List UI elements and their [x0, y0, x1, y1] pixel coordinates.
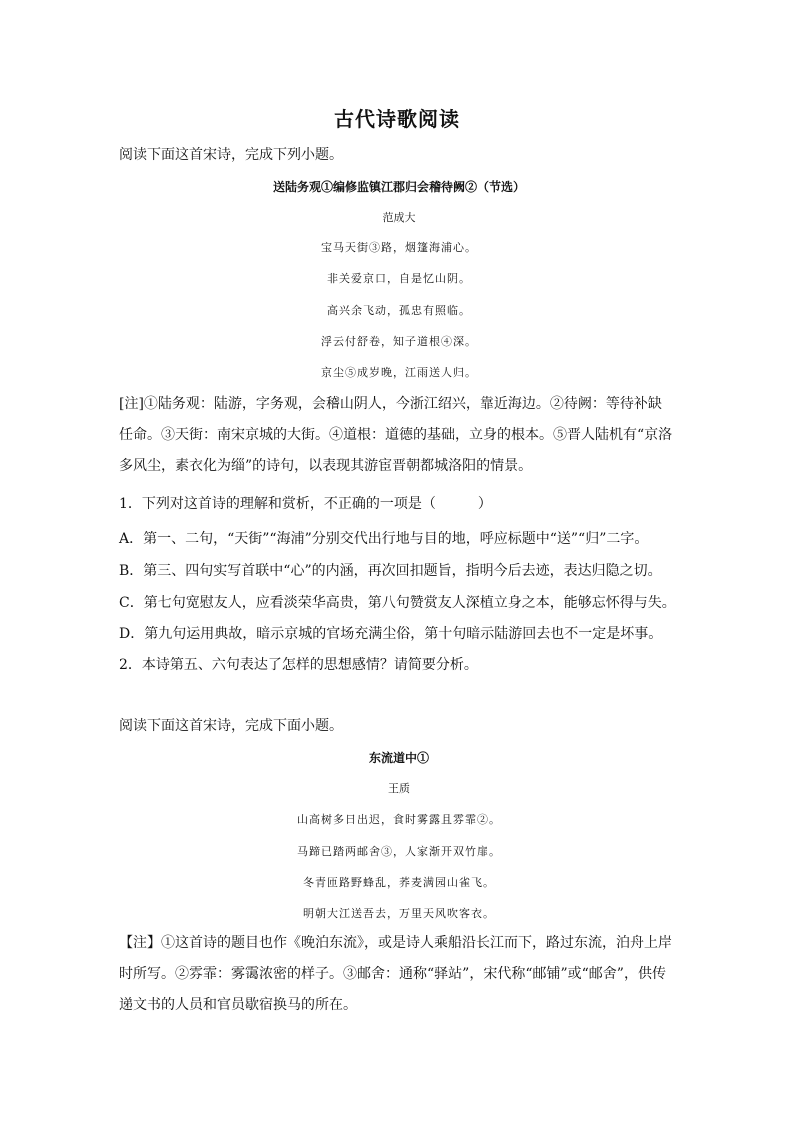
- note-line: [注]①陆务观：陆游，字务观，会稽山阴人，今浙江绍兴，靠近海边。②待阙：等待补缺: [119, 396, 662, 412]
- note-line: 【注】①这首诗的题目也作《晚泊东流》，或是诗人乘船沿长江而下，路过东流，泊舟上岸: [119, 935, 672, 951]
- note-line: 递文书的人员和官员歇宿换马的所在。: [119, 997, 357, 1013]
- poem1-line: 浮云付舒卷，知子道根④深。: [321, 335, 477, 348]
- poem1-title: 送陆务观①编修监镇江郡归会稽待阙②（节选）: [272, 180, 525, 194]
- poem1-line: 高兴余飞动，孤忠有照临。: [327, 304, 471, 317]
- note-line: 任命。③天街：南宋京城的大街。④道根：道德的基础，立身的根本。⑤晋人陆机有“京洛: [119, 427, 673, 443]
- page-title: 古代诗歌阅读: [334, 107, 460, 131]
- poem1-notes: [119, 389, 679, 482]
- option-c: C．第七句宽慰友人，应看淡荣华高贵，第八句赞赏友人深植立身之本，能够忘怀得与失。: [119, 595, 676, 611]
- option-b: B．第三、四句实写首联中“心”的内涵，再次回扣题旨，指明今后去迹，表达归隐之切。: [119, 563, 662, 579]
- option-a: A．第一、二句，“天街”“海浦”分别交代出行地与目的地，呼应标题中“送”“归”二字。: [119, 531, 649, 547]
- poem2-line: 明朝大江送吾去，万里天风吹客衣。: [303, 907, 495, 920]
- poem1-line: 宝马天街③路，烟篷海浦心。: [321, 241, 477, 254]
- section1-instruction: 阅读下面这首宋诗，完成下列小题。: [119, 147, 343, 163]
- note-line: 时所写。②雰霏：雾霭浓密的样子。③邮舍：通称“驿站”，宋代称“邮铺”或“邮舍”，供传: [119, 966, 666, 982]
- poem2-line: 山高树多日出迟，食时雾露且雰霏②。: [297, 813, 501, 826]
- poem1-author: 范成大: [382, 211, 416, 224]
- poem2-title: 东流道中①: [368, 751, 429, 765]
- poem2-notes: [119, 928, 679, 1021]
- section2-instruction: 阅读下面这首宋诗，完成下面小题。: [119, 718, 343, 734]
- poem2-author: 王质: [388, 782, 410, 795]
- note-line: 多风尘，素衣化为缁”的诗句，以表现其游宦晋朝都城洛阳的情景。: [119, 458, 533, 474]
- poem1-line: 非关爱京口，自是忆山阴。: [327, 272, 471, 285]
- question-2: 2．本诗第五、六句表达了怎样的思想感情？请简要分析。: [119, 657, 478, 673]
- poem1-line: 京尘⑤成岁晚，江雨送人归。: [321, 366, 477, 379]
- option-d: D．第九句运用典故，暗示京城的官场充满尘俗，第十句暗示陆游回去也不一定是坏事。: [119, 626, 663, 642]
- poem2-line: 马蹄已踏两邮舍③，人家渐开双竹扉。: [297, 845, 501, 858]
- poem2-line: 冬青匝路野蜂乱，荞麦满园山雀飞。: [303, 876, 495, 889]
- question-1: 1．下列对这首诗的理解和赏析，不正确的一项是（ ）: [119, 496, 492, 512]
